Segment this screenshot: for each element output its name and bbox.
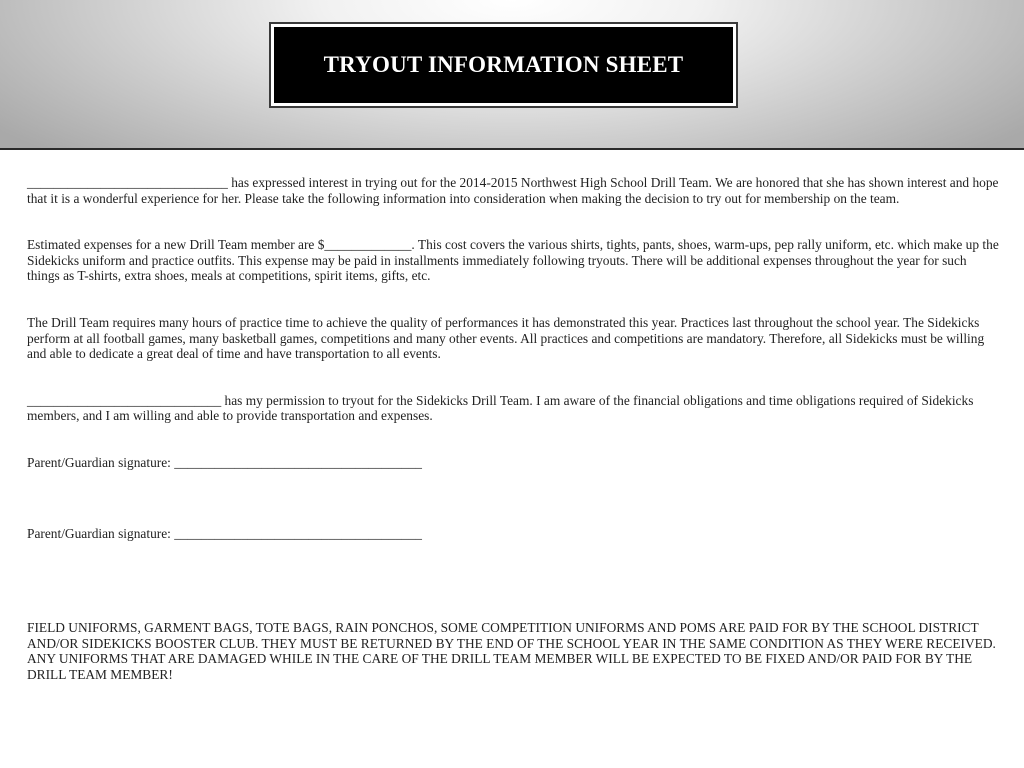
- practice-paragraph: The Drill Team requires many hours of practice time to achieve the quality of performances it has demonstrated this year. Practices last throughout the school year. The Sidekicks perform at all football games, many basketball games, competitions and many other events. All practices and competitions are mandatory. Therefore, all Sidekicks must be willing and able to dedicate a great deal of time and have transportation to all events.: [27, 314, 985, 362]
- document-body: [27, 175, 1002, 683]
- title-panel: [274, 27, 733, 103]
- spacer: [27, 362, 1002, 393]
- title-box: [269, 22, 738, 108]
- header-band: [0, 0, 1024, 150]
- expenses-paragraph: Estimated expenses for a new Drill Team member are $_____________. This cost covers the various shirts, tights, pants, shoes, warm-ups, pep rally uniform, etc. which make up the Sidekicks uniform and practice outfits. This expense may be paid in installments immediately following tryouts. There will be additional expenses throughout the year for such things as T-shirts, extra shoes, meals at competitions, spirit items, gifts, etc.: [27, 237, 999, 284]
- spacer: [27, 541, 1002, 620]
- interest-paragraph: ______________________________ has expressed interest in trying out for the 2014-2015 Northwest High School Drill Team. We are honored that she has shown interest and hope that it is a wonderful experience for her. Please take the following information into consideration when making the decision to try out for membership on the team.: [27, 175, 999, 206]
- uniform-notice: FIELD UNIFORMS, GARMENT BAGS, TOTE BAGS, RAIN PONCHOS, SOME COMPETITION UNIFORMS AND POMS ARE PAID FOR BY THE SCHOOL DISTRICT AND/OR SIDEKICKS BOOSTER CLUB. THEY MUST BE RETURNED BY THE END OF THE SCHOOL YEAR IN THE SAME CONDITION AS THEY WERE RECEIVED. ANY UNIFORMS THAT ARE DAMAGED WHILE IN THE CARE OF THE DRILL TEAM MEMBER WILL BE EXPECTED TO BE FIXED AND/OR PAID FOR BY THE DRILL TEAM MEMBER!: [27, 620, 996, 682]
- spacer: [27, 284, 1002, 315]
- parent-signature-line-1: Parent/Guardian signature: _____________________________________: [27, 454, 422, 470]
- permission-paragraph: _____________________________ has my permission to tryout for the Sidekicks Drill Team. I am aware of the financial obligations and time obligations required of Sidekicks members, and I am willing and able to provide transportation and expenses.: [27, 392, 974, 424]
- page-title: TRYOUT INFORMATION SHEET: [323, 52, 684, 77]
- spacer: [27, 424, 1002, 455]
- parent-signature-line-2: Parent/Guardian signature: _____________________________________: [27, 525, 422, 541]
- spacer: [27, 206, 1002, 237]
- spacer: [27, 471, 1002, 526]
